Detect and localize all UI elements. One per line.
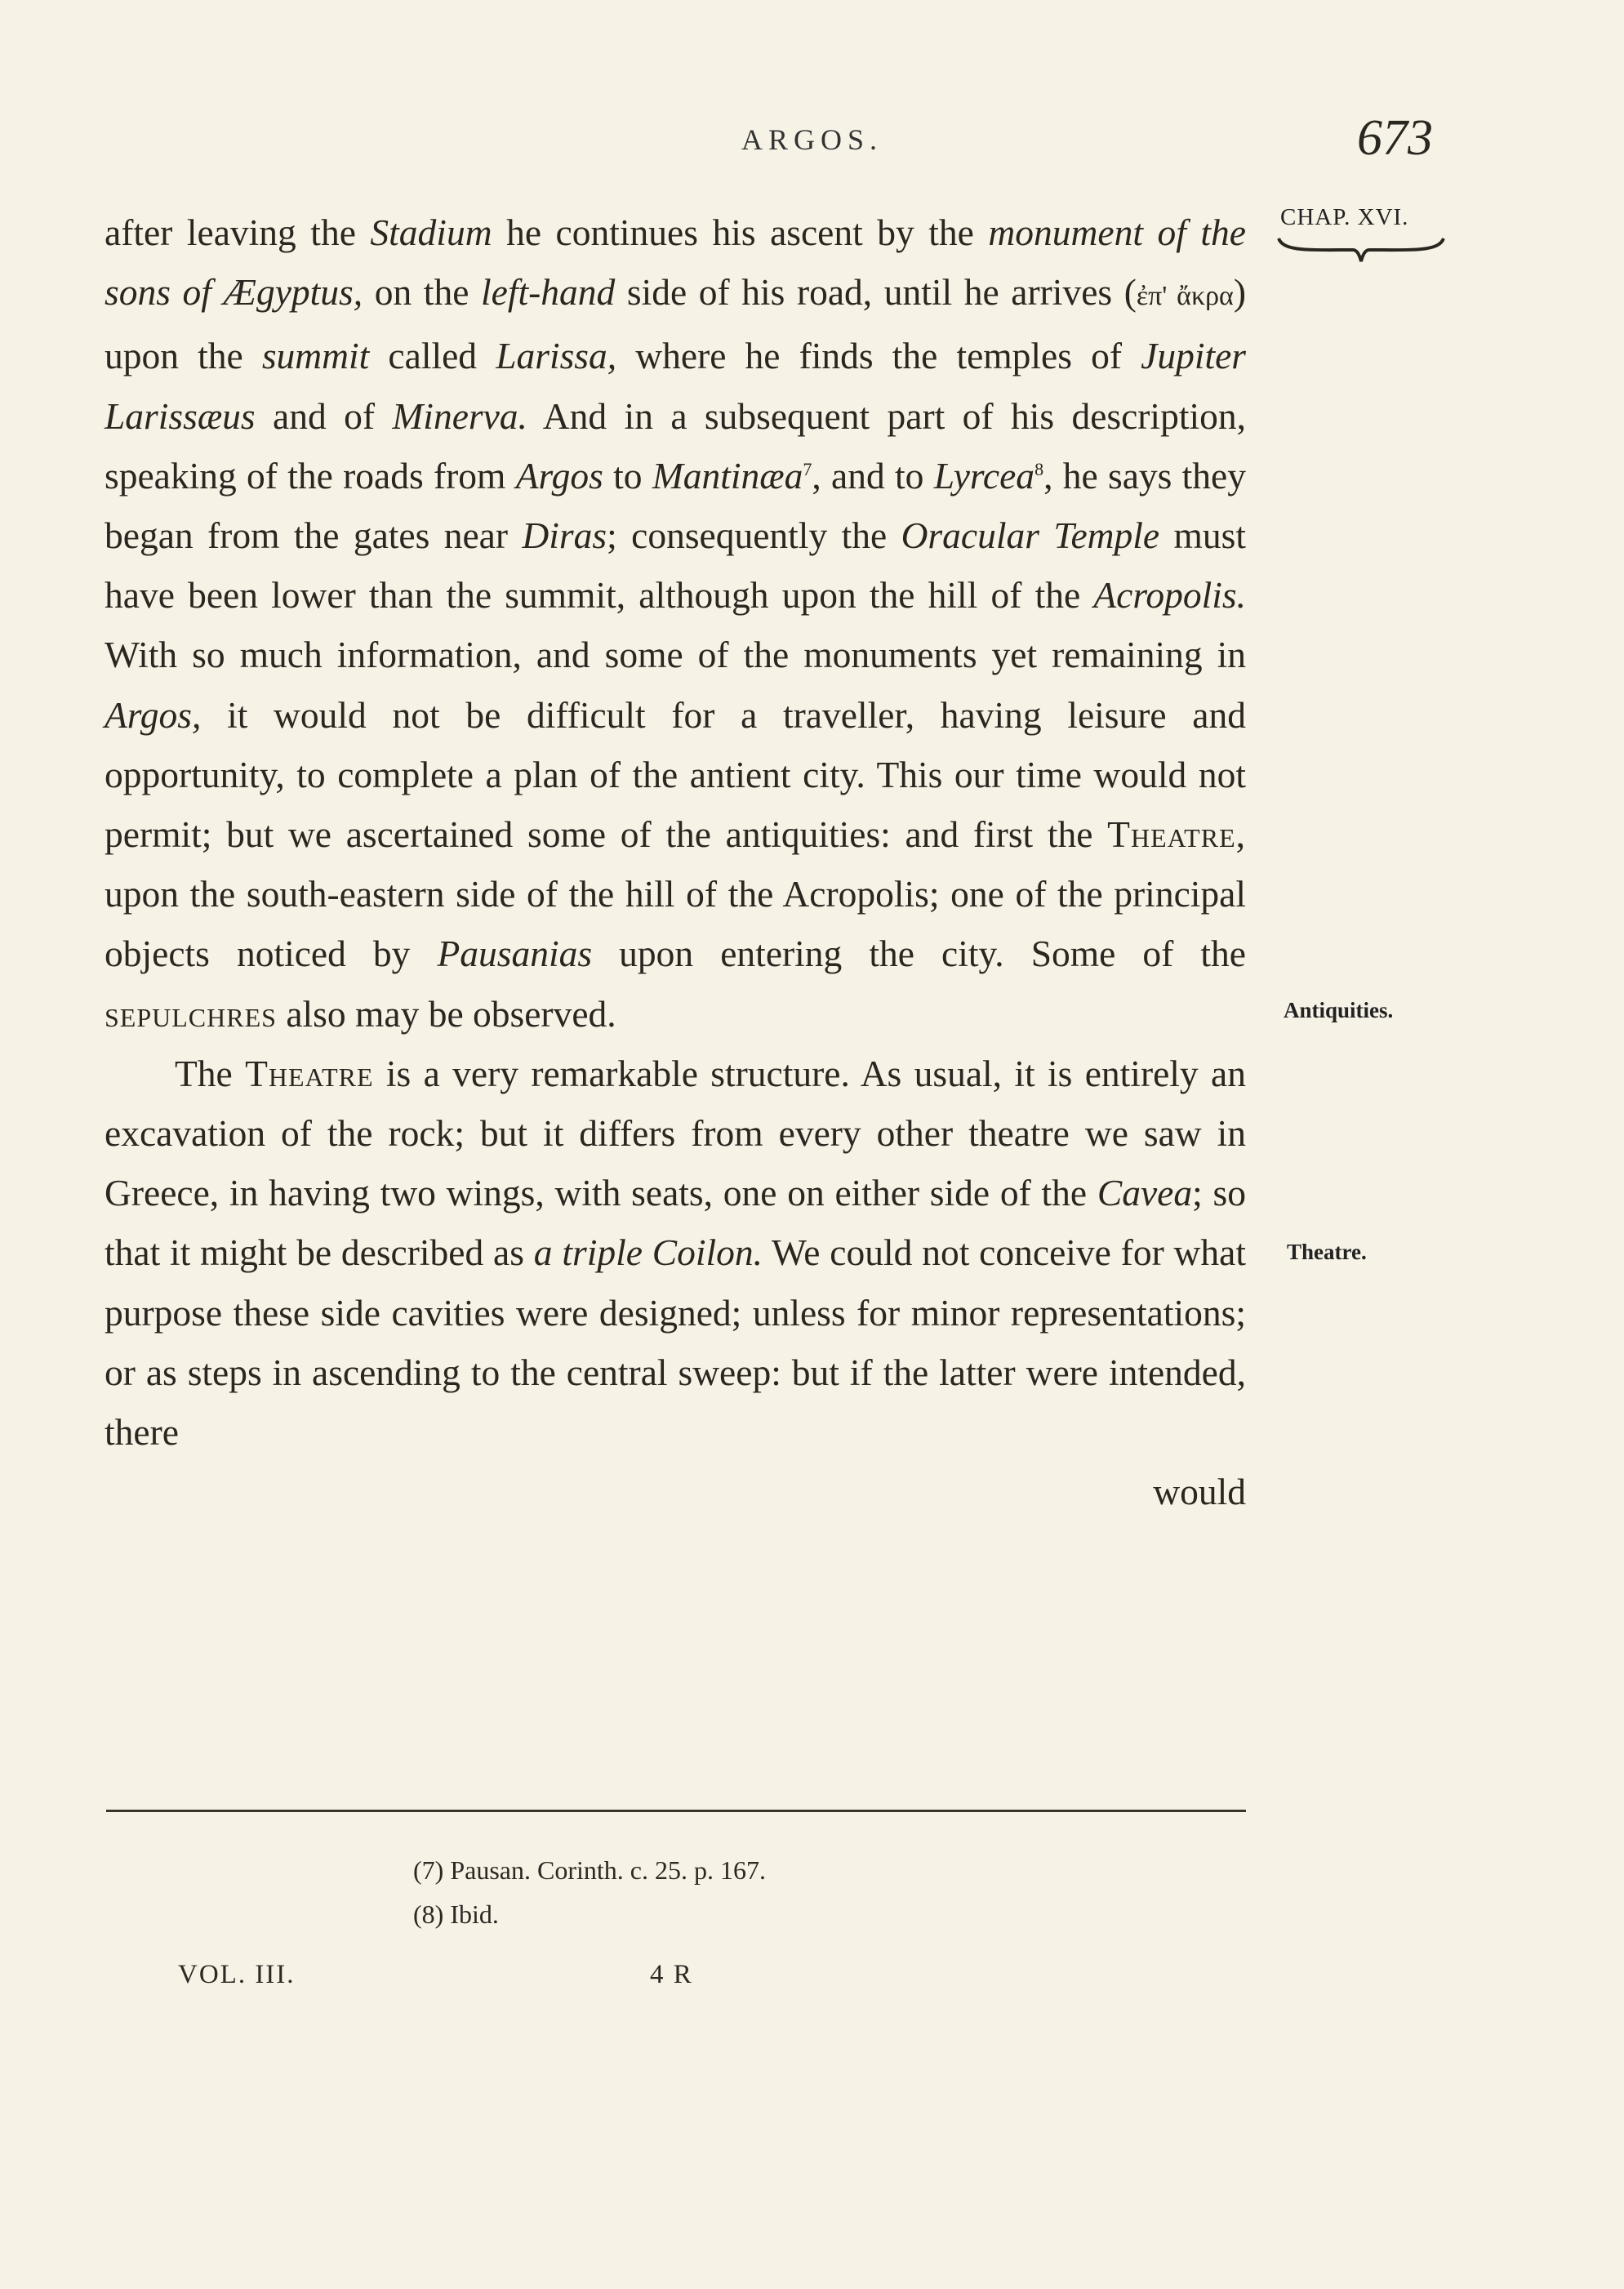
footnote-ref-7: 7 xyxy=(803,458,812,479)
theatre-margin-note: Theatre. xyxy=(1287,1240,1367,1264)
footnote-rule xyxy=(106,1810,1246,1812)
chapter-margin-note: CHAP. XVI. xyxy=(1280,204,1409,230)
page-number: 673 xyxy=(1357,110,1433,166)
catchword: would xyxy=(1153,1471,1246,1513)
body-text xyxy=(105,203,1246,1521)
paragraph-2: The Theatre is a very remarkable structure. As usual, it is entirely an excavation of the rock; but it differs from every other theatre we saw in Greece, in having two wings, with seats, one on either side of the Cavea; so that it might be described as a triple Coilon. We could not conceive for what purpose these side cavities were designed; unless for minor representations; or as steps in ascending to the central sweep: but if the latter were intended, there xyxy=(105,1052,1246,1454)
footnote-ref-8: 8 xyxy=(1034,458,1044,479)
volume-signature: VOL. III. xyxy=(178,1960,296,1989)
sheet-signature: 4 R xyxy=(650,1960,693,1989)
antiquities-margin-note: Antiquities. xyxy=(1284,998,1394,1022)
brace-ornament-icon xyxy=(1275,234,1447,266)
greek-phrase: ἐπ' ἄκρα xyxy=(1136,281,1234,312)
running-title: ARGOS. xyxy=(741,123,883,156)
footnote-7: (7) Pausan. Corinth. c. 25. p. 167. xyxy=(413,1855,766,1885)
paragraph-1: after leaving the Stadium he continues his ascent by the monument of the sons of Ægyptus, on the left-hand side of his road, until he arrives (ἐπ' ἄκρα) upon the summit called Larissa, where he finds the temples of Jupiter Larissæus and of Minerva. And in a subsequent part of his description, speaking of the roads from Argos to Mantinæa$^7$, and to Lyrcea$^8$, he says they began from the gates near Diras; consequently the Oracular Temple must have been lower than the summit, although upon the hill of the Acropolis. With so much information, and some of the monuments yet remaining in Argos, it would not be difficult for a traveller, having leisure and opportunity, to complete a plan of the antient city. This our time would not permit; but we ascertained some of the antiquities: and first the Theatre, upon the south-eastern side of the hill of the Acropolis; one of the principal objects noticed by Pausanias upon entering the city. Some of the sepulchres also may be observed. xyxy=(105,212,1247,1035)
footnote-8: (8) Ibid. xyxy=(413,1899,499,1929)
